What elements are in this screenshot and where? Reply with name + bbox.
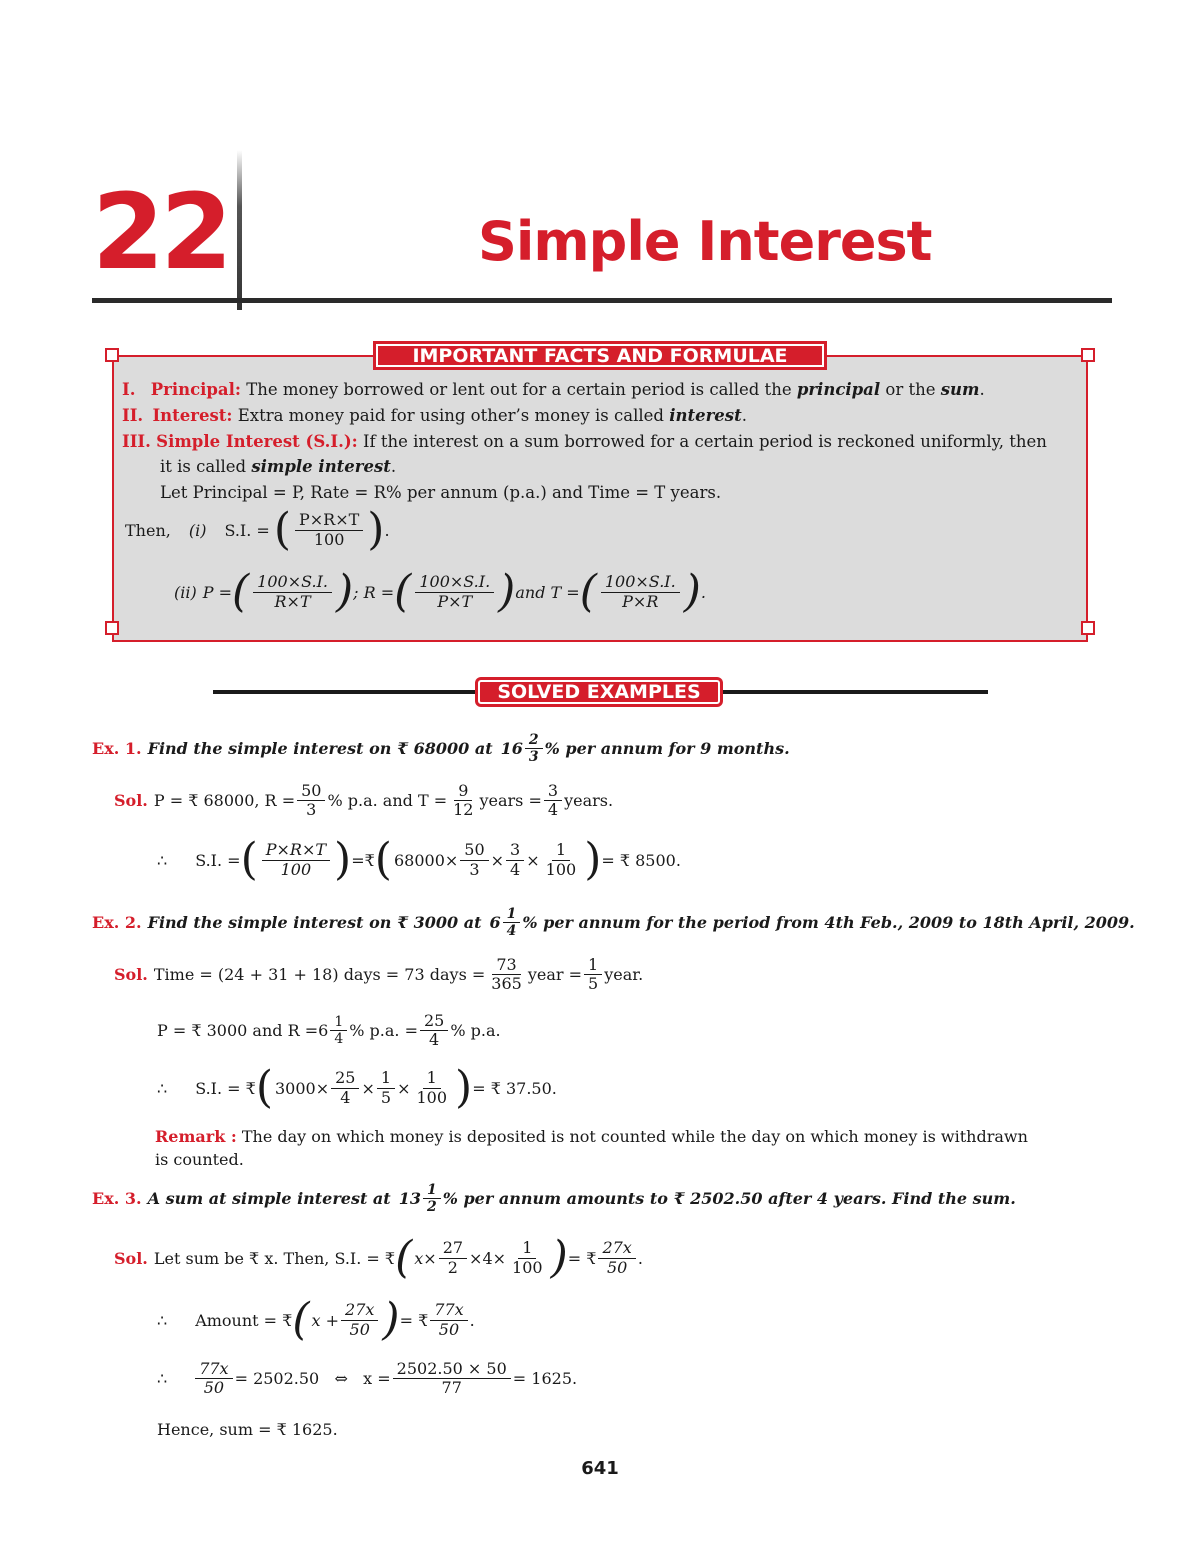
fact-text: . <box>390 457 397 476</box>
solution-text: % p.a. <box>450 1021 501 1041</box>
denominator: 12 <box>453 800 474 820</box>
fraction <box>508 1239 547 1277</box>
numerator: 1 <box>423 1182 441 1199</box>
denominator: 50 <box>349 1319 370 1339</box>
chapter-number: 22 <box>92 171 229 293</box>
denominator: 100 <box>313 529 345 549</box>
solution-text: Let sum be ₹ x. Then, S.I. = ₹ <box>153 1248 396 1268</box>
facts-heading: IMPORTANT FACTS AND FORMULAE <box>373 341 827 370</box>
fact-text: it is called <box>160 457 252 476</box>
let-line: Let Principal = P, Rate = R% per annum (p.a.) and Time = T years. <box>160 483 722 502</box>
fact-emphasis: principal <box>796 380 881 399</box>
whole-part: 6 <box>489 913 501 933</box>
corner-ornament <box>105 348 119 362</box>
denominator: 100 <box>280 859 312 879</box>
example-1-solution-line-2 <box>157 838 681 882</box>
numerator: 1 <box>552 841 570 860</box>
formula-index: (ii) <box>174 582 197 602</box>
fact-term: Principal: <box>150 380 241 399</box>
formula-text: P = <box>202 582 232 602</box>
denominator: P×T <box>437 591 473 611</box>
denominator: 5 <box>588 974 599 994</box>
solution-text: = ₹ 8500. <box>601 850 681 870</box>
denominator: 3 <box>306 800 317 820</box>
fraction <box>423 1182 441 1215</box>
numerator: 1 <box>584 956 602 975</box>
numerator: ( 100×S.I. <box>253 573 332 592</box>
corner-ornament <box>1081 621 1095 635</box>
fraction <box>253 573 332 611</box>
numerator: 1 <box>377 1069 395 1088</box>
numerator: 77x <box>430 1301 467 1320</box>
fact-item-interest <box>122 405 747 427</box>
remark-text: The day on which money is deposited is not counted while the day on which money is withdrawn <box>236 1127 1028 1146</box>
denominator: 100 <box>512 1257 543 1277</box>
fraction <box>195 1360 232 1398</box>
solution-text: P = ₹ 3000 and R = <box>157 1021 319 1041</box>
solution-label: Sol. <box>114 791 148 811</box>
numerator: 1 <box>330 1014 347 1031</box>
numerator: 2 <box>525 732 543 749</box>
question-text: % per annum for 9 months. <box>544 739 790 759</box>
formula-text: . <box>384 520 390 540</box>
mixed-number <box>399 1182 443 1215</box>
solution-text: = ₹ <box>399 1310 429 1330</box>
example-label: Ex. 3. <box>92 1189 142 1209</box>
example-1-solution-line-1 <box>114 782 613 820</box>
numerator: 2502.50 × 50 <box>393 1360 511 1379</box>
header-divider-vertical <box>237 150 242 310</box>
question-text: A sum at simple interest at <box>147 1189 391 1209</box>
solution-text: Amount = ₹ <box>195 1310 293 1330</box>
formula-text: S.I. = <box>224 520 270 540</box>
fact-number: II. <box>122 406 144 425</box>
paren-group <box>375 838 602 882</box>
fact-item-principal <box>122 379 985 401</box>
solution-text: × <box>361 1078 375 1098</box>
solution-text: . <box>637 1248 643 1268</box>
paren-group <box>292 1298 399 1342</box>
example-2-question <box>92 906 1135 939</box>
numerator: 77x <box>195 1360 232 1379</box>
numerator: 1 <box>503 906 521 923</box>
example-3-question <box>92 1182 1016 1215</box>
fact-text: or the <box>880 380 941 399</box>
numerator: 73 <box>492 956 520 975</box>
fraction <box>439 1239 467 1277</box>
numerator: 25 <box>331 1069 359 1088</box>
numerator: 27x <box>341 1301 378 1320</box>
fraction <box>331 1069 359 1107</box>
solution-text: years. <box>564 791 614 811</box>
numerator: 25 <box>420 1012 448 1031</box>
solution-text: year = <box>527 965 582 985</box>
solution-text: = ₹ 37.50. <box>472 1078 557 1098</box>
question-text: % per annum for the period from 4th Feb., 2009 to 18th April, 2009. <box>522 913 1135 933</box>
numerator: ( 100×S.I. <box>415 573 494 592</box>
solution-text: = 1625. <box>512 1369 578 1389</box>
whole-part: 16 <box>500 739 523 759</box>
example-2-solution-line-2 <box>157 1012 501 1050</box>
remark-label: Remark : <box>155 1127 237 1146</box>
solution-text: ( x× <box>414 1248 437 1268</box>
fact-emphasis: simple interest <box>251 457 391 476</box>
denominator: 2 <box>426 1199 437 1216</box>
fraction <box>341 1301 378 1339</box>
paren-group <box>241 838 352 882</box>
denominator: 4 <box>340 1087 351 1107</box>
fraction <box>412 1069 451 1107</box>
mixed-number <box>501 732 545 765</box>
fraction <box>393 1360 511 1398</box>
fact-term: Simple Interest (S.I.): <box>156 432 358 451</box>
solution-text: × <box>526 850 540 870</box>
solution-text: ( 68000× <box>393 850 459 870</box>
paren-group <box>395 1236 568 1280</box>
denominator: 4 <box>506 923 517 940</box>
numerator: 50 <box>297 782 325 801</box>
question-text: Find the simple interest on ₹ 3000 at <box>147 913 482 933</box>
fraction <box>262 841 330 879</box>
numerator: ( 100×S.I. <box>601 573 680 592</box>
denominator: 3 <box>469 859 480 879</box>
formula-paren <box>274 508 385 552</box>
numerator: ( P×R×T <box>262 841 330 860</box>
fact-text: . <box>741 406 747 425</box>
fact-number: I. <box>122 380 136 399</box>
solution-text: × <box>397 1078 411 1098</box>
therefore-symbol: ∴ <box>157 1078 168 1098</box>
fraction <box>525 732 543 765</box>
fact-number: III. <box>122 432 151 451</box>
whole-part: 6 <box>318 1021 329 1041</box>
fraction <box>330 1014 347 1047</box>
corner-ornament <box>1081 348 1095 362</box>
example-2-solution-line-1 <box>114 956 643 994</box>
solution-text: × <box>490 850 505 870</box>
formula-text: Then, <box>125 520 171 540</box>
numerator: 3 <box>544 782 562 801</box>
fact-text: Extra money paid for using other’s money is called <box>232 406 670 425</box>
fact-text: The money borrowed or lent out for a certain period is called the <box>241 380 797 399</box>
solution-text: = 2502.50 ⇔ x = <box>234 1369 391 1389</box>
fact-emphasis: sum <box>940 380 980 399</box>
fact-item-simple-interest <box>122 431 1047 453</box>
solved-examples-heading: SOLVED EXAMPLES <box>475 677 723 707</box>
numerator: ( P×R×T <box>295 511 363 530</box>
example-1-question <box>92 732 790 765</box>
denominator: 2 <box>447 1257 458 1277</box>
denominator: 4 <box>334 1031 344 1048</box>
example-label: Ex. 1. <box>92 739 142 759</box>
solution-text: years = <box>479 791 542 811</box>
fact-term: Interest: <box>152 406 233 425</box>
fraction <box>460 841 488 879</box>
solution-label: Sol. <box>114 1248 148 1268</box>
fraction <box>601 573 680 611</box>
numerator: 27 <box>439 1239 467 1258</box>
denominator: 77 <box>441 1378 462 1398</box>
solution-text: % p.a. = <box>349 1021 418 1041</box>
example-3-solution-line-3 <box>157 1360 577 1398</box>
chapter-title: Simple Interest <box>478 210 932 273</box>
fact-item-simple-interest-cont <box>160 456 396 478</box>
mixed-number <box>490 906 523 939</box>
solution-text: = ₹ <box>567 1248 597 1268</box>
numerator: 9 <box>454 782 472 801</box>
solution-text: =₹ <box>351 850 375 870</box>
fact-text: If the interest on a sum borrowed for a certain period is reckoned uniformly, then <box>357 432 1047 451</box>
formula-index: (i) <box>188 520 207 540</box>
numerator: 50 <box>460 841 488 860</box>
fraction <box>503 906 521 939</box>
formula-text: and T = <box>515 582 580 602</box>
fact-emphasis: interest <box>669 406 742 425</box>
question-text: % per annum amounts to ₹ 2502.50 after 4 years. Find the sum. <box>442 1189 1016 1209</box>
whole-part: 13 <box>398 1189 421 1209</box>
therefore-symbol: ∴ <box>157 850 168 870</box>
fraction <box>487 956 526 994</box>
fact-text: . <box>979 380 985 399</box>
mixed-number <box>318 1014 349 1047</box>
formula-text: ; R = <box>353 582 395 602</box>
denominator: 100 <box>416 1087 448 1107</box>
numerator: 1 <box>518 1239 536 1258</box>
denominator: P×R <box>622 591 659 611</box>
therefore-symbol: ∴ <box>157 1310 168 1330</box>
section-rule-left <box>213 690 478 694</box>
fraction <box>420 1012 448 1050</box>
formula-paren <box>394 570 515 614</box>
formula-paren <box>580 570 701 614</box>
denominator: 5 <box>380 1087 392 1107</box>
numerator: 1 <box>423 1069 441 1088</box>
example-2-solution-line-3 <box>157 1066 557 1110</box>
fraction <box>598 1239 635 1277</box>
example-label: Ex. 2. <box>92 913 142 933</box>
numerator: 27x <box>598 1239 635 1258</box>
remark <box>155 1125 1028 1171</box>
solution-text: Time = (24 + 31 + 18) days = 73 days = <box>153 965 486 985</box>
denominator: 365 <box>491 974 522 994</box>
fraction <box>584 956 602 994</box>
denominator: 4 <box>429 1030 440 1050</box>
corner-ornament <box>105 621 119 635</box>
denominator: 3 <box>528 749 539 766</box>
solution-label: Sol. <box>114 965 148 985</box>
fraction <box>377 1069 395 1107</box>
example-3-solution-line-1 <box>114 1236 643 1280</box>
section-rule-right <box>720 690 988 694</box>
formula-paren <box>232 570 353 614</box>
therefore-symbol: ∴ <box>157 1369 168 1389</box>
fraction <box>295 511 363 549</box>
paren-group <box>256 1066 472 1110</box>
remark-text: is counted. <box>155 1150 244 1169</box>
denominator: 4 <box>547 800 559 820</box>
denominator: 100 <box>545 859 577 879</box>
fraction <box>542 841 581 879</box>
denominator: 50 <box>203 1378 225 1398</box>
solution-text: S.I. = <box>195 850 241 870</box>
example-3-solution-line-2 <box>157 1298 475 1342</box>
fraction <box>506 841 524 879</box>
fraction <box>449 782 477 820</box>
formula-p-r-t <box>174 570 706 614</box>
solution-text: ( 3000× <box>275 1078 330 1098</box>
page-number: 641 <box>581 1458 619 1479</box>
denominator: 50 <box>606 1257 628 1277</box>
formula-si <box>125 508 390 552</box>
fraction <box>297 782 325 820</box>
question-text: Find the simple interest on ₹ 68000 at <box>147 739 493 759</box>
solution-text: % p.a. and T = <box>327 791 448 811</box>
solution-text: ×4× <box>469 1248 507 1268</box>
solution-text: S.I. = ₹ <box>195 1078 256 1098</box>
fraction <box>544 782 562 820</box>
formula-text: . <box>700 582 706 602</box>
fraction <box>415 573 494 611</box>
numerator: 3 <box>506 841 524 860</box>
header-divider-horizontal <box>92 298 1112 303</box>
solution-text: . <box>469 1310 475 1330</box>
solution-text: ( x + <box>311 1310 340 1330</box>
fraction <box>430 1301 467 1339</box>
example-3-answer: Hence, sum = ₹ 1625. <box>157 1420 338 1439</box>
denominator: R×T <box>274 591 311 611</box>
denominator: 4 <box>510 859 521 879</box>
solution-text: year. <box>604 965 644 985</box>
solution-text: P = ₹ 68000, R = <box>153 791 296 811</box>
denominator: 50 <box>438 1319 460 1339</box>
